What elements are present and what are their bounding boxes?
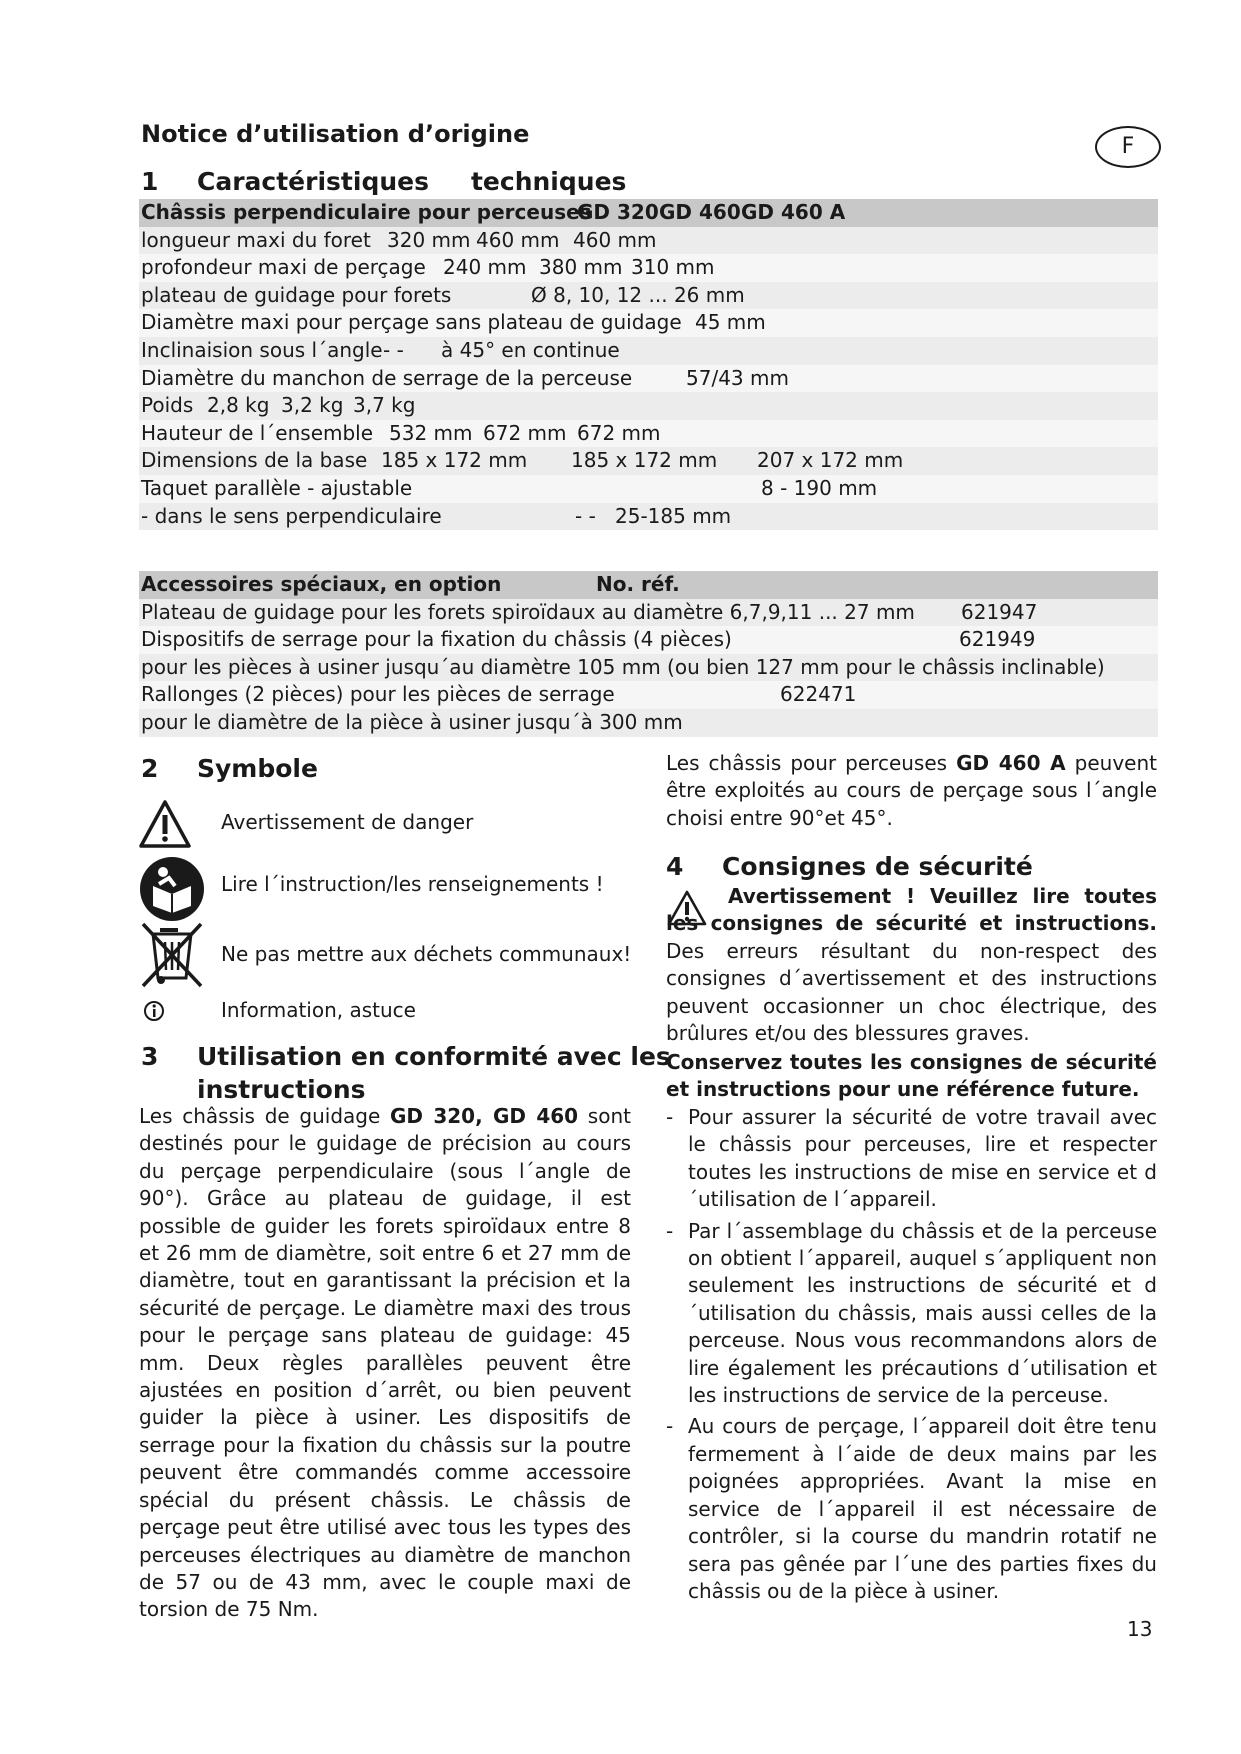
table-row: [139, 282, 1158, 310]
accessory-label: pour le diamètre de la pièce à usiner jusqu´à 300 mm: [141, 709, 683, 734]
list-item: [666, 1218, 1157, 1410]
section-number: 2: [141, 754, 159, 783]
table-row: [139, 420, 1158, 448]
table-header-label: Châssis perpendiculaire pour perceuses: [141, 200, 592, 224]
row-value: 57/43 mm: [686, 365, 789, 390]
accessory-ref: 622471: [780, 682, 857, 707]
symbol-label: Lire l´instruction/les renseignements !: [221, 872, 604, 896]
model-header: GD 460 A: [741, 200, 846, 224]
row-label: Diamètre maxi pour perçage sans plateau de guidage: [141, 310, 682, 335]
row-value: - -: [383, 337, 404, 362]
paragraph-lead: Les châssis pour perceuses: [666, 751, 957, 775]
table-row: [139, 654, 1158, 682]
table-row: [139, 365, 1158, 393]
safety-warning-paragraph: [666, 883, 1157, 1047]
row-label: Diamètre du manchon de serrage de la perceuse: [141, 365, 633, 390]
row-label: plateau de guidage pour forets: [141, 282, 452, 307]
keep-instructions-note: [666, 1049, 1157, 1104]
section-1-heading: [141, 167, 626, 196]
list-item: [666, 1413, 1157, 1605]
row-value: 310 mm: [631, 255, 715, 280]
row-label: Hauteur de l´ensemble: [141, 420, 374, 445]
row-value: 532 mm: [389, 420, 473, 445]
keep-instructions-bold: Conservez toutes les consignes de sécurité et instructions pour une référence future.: [666, 1050, 1157, 1102]
row-value: 3,7 kg: [353, 393, 416, 418]
table-header-row: [139, 199, 1158, 227]
section-title: Symbole: [197, 754, 318, 783]
read-manual-icon: [139, 856, 209, 922]
accessory-label: Dispositifs de serrage pour la fixation du châssis (4 pièces): [141, 627, 732, 652]
table-row: [139, 254, 1158, 282]
paragraph-lead: Les châssis de guidage: [139, 1104, 390, 1128]
table-row: [139, 626, 1158, 654]
row-value: Ø 8, 10, 12 ... 26 mm: [531, 282, 745, 307]
model-header: GD 460: [659, 200, 741, 224]
section-3-paragraph: [139, 1103, 631, 1624]
row-label: Poids: [141, 393, 194, 418]
table-row: [139, 447, 1158, 475]
paragraph-model: GD 460 A: [956, 751, 1066, 775]
row-value: 672 mm: [483, 420, 567, 445]
inclinable-frame-paragraph: [666, 750, 1157, 832]
symbol-label: Information, astuce: [221, 998, 416, 1022]
table-row: [139, 392, 1158, 420]
document-title: Notice d’utilisation d’origine: [141, 120, 530, 148]
row-value: 185 x 172 mm: [571, 448, 718, 473]
info-icon: [143, 1000, 165, 1022]
row-value: 3,2 kg: [281, 393, 344, 418]
row-value: 2,8 kg: [207, 393, 270, 418]
row-label: Taquet parallèle - ajustable: [141, 475, 413, 500]
table-row: [139, 503, 1158, 531]
section-number: 1: [141, 167, 159, 196]
section-title-line-2: instructions: [197, 1075, 366, 1104]
row-value: 672 mm: [577, 420, 661, 445]
table-row: [139, 681, 1158, 709]
table-row: [139, 309, 1158, 337]
row-value: 320 mm: [387, 227, 471, 252]
section-title-part-a: Caractéristiques: [197, 167, 429, 196]
row-label: Inclinaision sous l´angle: [141, 337, 383, 362]
symbol-label: Avertissement de danger: [221, 810, 474, 834]
section-title-part-b: techniques: [470, 167, 627, 196]
accessories-header-ref: No. réf.: [596, 572, 680, 596]
section-title-line-1: Utilisation en conformité avec les: [197, 1042, 671, 1071]
model-header: GD 320: [577, 200, 659, 224]
bullet-marker: -: [666, 1414, 674, 1439]
row-label: Dimensions de la base: [141, 448, 368, 473]
row-value: 25-185 mm: [615, 503, 732, 528]
row-value: 8 - 190 mm: [761, 475, 878, 500]
row-value: 380 mm: [539, 255, 623, 280]
safety-bullet-list: [666, 1104, 1157, 1609]
accessories-table: [139, 571, 1158, 737]
list-item: [666, 1104, 1157, 1214]
row-value: 460 mm: [476, 227, 560, 252]
section-number: 4: [666, 852, 684, 881]
accessory-label: pour les pièces à usiner jusqu´au diamètre 105 mm (ou bien 127 mm pour le châssis inclinable): [141, 654, 1105, 679]
symbol-label: Ne pas mettre aux déchets communaux!: [221, 942, 632, 966]
accessory-label: Rallonges (2 pièces) pour les pièces de serrage: [141, 682, 615, 707]
bullet-text: Pour assurer la sécurité de votre travail avec le châssis pour perceuses, lire et respecter toutes les instructions de mise en service et d´utilisation de l´appareil.: [688, 1105, 1157, 1212]
section-title: Consignes de sécurité: [722, 852, 1033, 881]
section-2-heading: [141, 754, 318, 783]
bullet-marker: -: [666, 1218, 674, 1243]
row-value: - -: [575, 503, 596, 528]
table-row: [139, 337, 1158, 365]
paragraph-body: peuvent être exploités au cours de perçage sous l´angle choisi entre 90°et 45°.: [666, 751, 1157, 830]
row-value: à 45° en continue: [441, 337, 620, 362]
table-row: [139, 475, 1158, 503]
row-label: profondeur maxi de perçage: [141, 255, 426, 280]
bullet-marker: -: [666, 1105, 674, 1129]
accessories-header-label: Accessoires spéciaux, en option: [141, 572, 502, 596]
section-3-heading: [141, 1040, 671, 1106]
accessories-header-row: [139, 571, 1158, 599]
paragraph-body: sont destinés pour le guidage de précision au cours du perçage perpendiculaire (sous l´angle de 90°). Grâce au plateau de guidage, il est possible de guider les forets spiroïdaux entre 8 et 26 mm de diamètre, soit entre 6 et 27 mm de diamètre, tout en garantissant la précision et la sécurité de perçage. Le diamètre maxi des trous pour le perçage sans plateau de guidage: 45 mm. Deux règles parallèles peuvent être ajustées en position d´arrêt, ou bien peuvent guider la pièce à usiner. Les dispositifs de serrage pour la fixation du châssis sur la poutre peuvent être commandés comme accessoire spécial du présent châssis. Le châssis de perçage peut être utilisé avec tous les types des perceuses électriques au diamètre de manchon de 57 ou de 43 mm, avec le couple maxi de torsion de 75 Nm.: [139, 1104, 631, 1622]
bullet-text: Par l´assemblage du châssis et de la perceuse on obtient l´appareil, auquel s´appliquent non seulement les instructions de sécurité et d´utilisation du châssis, mais aussi celles de la perceuse. Nous vous recommandons alors de lire également les précautions d´utilisation et les instructions de service de la perceuse.: [688, 1218, 1157, 1408]
warning-triangle-icon: [139, 796, 209, 862]
accessory-ref: 621947: [961, 599, 1038, 624]
row-value: 240 mm: [443, 255, 527, 280]
row-label: longueur maxi du foret: [141, 227, 371, 252]
row-value: 460 mm: [573, 227, 657, 252]
row-value: 207 x 172 mm: [757, 448, 904, 473]
table-row: [139, 599, 1158, 627]
table-row: [139, 227, 1158, 255]
language-badge: F: [1095, 126, 1161, 168]
warning-bold-text: Avertissement ! Veuillez lire toutes les consignes de sécurité et instructions.: [666, 884, 1157, 936]
accessory-ref: 621949: [959, 627, 1036, 652]
row-value: 185 x 172 mm: [381, 448, 528, 473]
paragraph-models: GD 320, GD 460: [390, 1104, 579, 1128]
technical-data-table: [139, 199, 1158, 530]
row-label: - dans le sens perpendiculaire: [141, 503, 442, 528]
row-value: 45 mm: [695, 310, 766, 335]
bullet-text: Au cours de perçage, l´appareil doit être tenu fermement à l´aide de deux mains par les poignées appropriées. Avant la mise en service de l´appareil il est nécessaire de contrôler, si la course du mandrin rotatif ne sera pas gênée par l´une des parties fixes du châssis ou de la pièce à usiner.: [688, 1414, 1157, 1603]
section-4-heading: [666, 852, 1033, 881]
warning-body-text: Des erreurs résultant du non-respect des consignes d´avertissement et des instructions peuvent occasionner un choc électrique, des brûlures et/ou des blessures graves.: [666, 938, 1157, 1046]
page-number: 13: [1127, 1617, 1153, 1641]
section-number: 3: [141, 1042, 159, 1071]
crossed-bin-icon: [139, 922, 209, 988]
accessory-label: Plateau de guidage pour les forets spiroïdaux au diamètre 6,7,9,11 ... 27 mm: [141, 599, 915, 624]
table-row: [139, 709, 1158, 737]
